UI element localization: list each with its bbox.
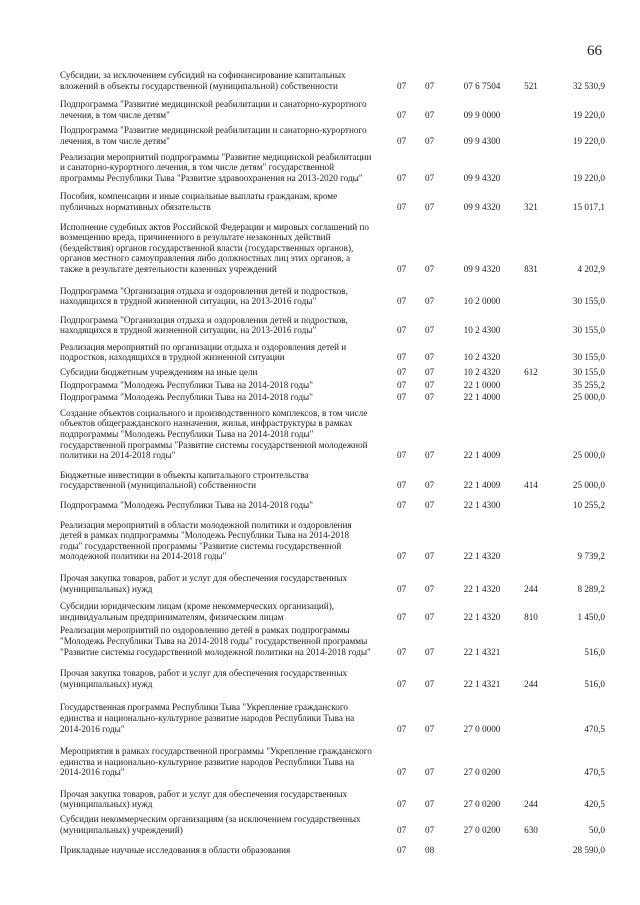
table-row [60, 702, 605, 734]
table-row [60, 70, 605, 91]
row-amount: 8 289,2 [577, 583, 605, 594]
row-name: Создание объектов социального и производственного комплексов, в том числе объектов общегражданского назначения, жилья, инфраструктуры в рамках подпрограммы "Молодежь Республики Тыва на 2014-2018 годы" государственной программы "Развитие системы государственной молодежной политики на 2014-2018 годы" [60, 407, 368, 461]
row-name: Подпрограмма "Развитие медицинской реабилитации и санаторно-курортного лечения, в том числе детям" [60, 99, 367, 120]
row-amount: 10 255,2 [572, 500, 605, 510]
row-name: Прочая закупка товаров, работ и услуг для обеспечения государственных (муниципальных) нужд [60, 668, 348, 689]
row-amount: 1 450,0 [577, 611, 605, 622]
row-target-article: 09 9 4300 [463, 135, 501, 146]
table-row [60, 789, 605, 810]
row-amount: 28 590,0 [572, 845, 605, 856]
row-amount: 30 155,0 [572, 352, 605, 363]
row-section-code: 07 [397, 611, 407, 622]
table-row [60, 408, 605, 461]
row-amount: 30 155,0 [572, 325, 605, 336]
row-expense-type: 612 [524, 367, 538, 378]
row-amount: 19 220,0 [572, 109, 605, 120]
table-row [60, 99, 605, 120]
row-expense-type: 521 [524, 80, 538, 91]
row-name: Подпрограмма "Молодежь Республики Тыва на 2014-2018 годы" [60, 500, 313, 510]
row-name: Бюджетные инвестиции в объекты капитального строительства государственной (муниципальной) собственности [60, 469, 309, 491]
row-target-article: 22 1 4300 [463, 500, 501, 510]
table-row [60, 814, 605, 835]
row-subsection-code: 08 [425, 845, 435, 856]
row-name: Прочая закупка товаров, работ и услуг для обеспечения государственных (муниципальных) нужд [60, 788, 348, 810]
table-row [60, 342, 605, 363]
row-name: Прочая закупка товаров, работ и услуг для обеспечения государственных (муниципальных) нужд [60, 572, 348, 594]
row-target-article: 07 6 7504 [463, 80, 501, 91]
row-amount: 32 530,9 [572, 80, 605, 91]
row-target-article: 09 9 4320 [463, 201, 501, 212]
row-target-article: 22 1 4320 [463, 583, 501, 594]
row-subsection-code: 07 [425, 367, 435, 378]
row-target-article: 27 0 0200 [463, 824, 501, 835]
row-subsection-code: 07 [425, 611, 435, 622]
row-section-code: 07 [397, 450, 407, 461]
row-subsection-code: 07 [425, 583, 435, 594]
table-row [60, 601, 605, 622]
row-name: Субсидии бюджетным учреждениям на иные цели [60, 367, 258, 378]
table-row [60, 746, 605, 778]
budget-table [60, 70, 605, 856]
row-subsection-code: 07 [425, 296, 435, 307]
table-row [60, 222, 605, 275]
row-section-code: 07 [397, 201, 407, 212]
row-name: Реализация мероприятий по организации отдыха и оздоровления детей и подростков, находящихся в трудной жизненной ситуации [60, 341, 347, 363]
row-section-code: 07 [397, 646, 407, 657]
row-target-article: 22 1 4321 [463, 678, 501, 689]
row-section-code: 07 [397, 583, 407, 594]
row-subsection-code: 07 [425, 80, 435, 91]
row-subsection-code: 07 [425, 500, 435, 510]
page-number: 66 [587, 43, 602, 59]
row-target-article: 22 1 4320 [463, 611, 501, 622]
row-section-code: 07 [397, 296, 407, 307]
row-subsection-code: 07 [425, 172, 435, 183]
row-subsection-code: 07 [425, 201, 435, 212]
row-target-article: 09 9 4320 [463, 172, 501, 183]
row-name: Прикладные научные исследования в области образования [60, 845, 291, 856]
table-row [60, 286, 605, 307]
row-section-code: 07 [397, 551, 407, 562]
table-row [60, 392, 605, 403]
row-section-code: 07 [397, 135, 407, 146]
row-name: Субсидии некоммерческим организациям (за исключением государственных (муниципальных) учреждений) [60, 814, 361, 835]
row-amount: 516,0 [584, 678, 605, 689]
row-amount: 15 017,1 [572, 201, 605, 212]
table-row [60, 367, 605, 378]
row-section-code: 07 [397, 500, 407, 510]
table-row [60, 573, 605, 594]
table-row [60, 500, 605, 511]
row-expense-type: 414 [524, 480, 538, 491]
row-target-article: 10 2 4320 [463, 352, 501, 363]
row-name: Мероприятия в рамках государственной программы "Укрепление гражданского единства и национально-культурное развитие народов Республики Тыва на 2014-2016 годы" [60, 746, 372, 778]
row-name: Субсидии, за исключением субсидий на софинансирование капитальных вложений в объекты государственной (муниципальной) собственности [60, 70, 346, 91]
table-row [60, 520, 605, 562]
row-expense-type: 244 [524, 678, 538, 689]
row-name: Подпрограмма "Развитие медицинской реабилитации и санаторно-курортного лечения, в том числе детям" [60, 125, 367, 146]
row-section-code: 07 [397, 172, 407, 183]
row-name: Реализация мероприятий в области молодежной политики и оздоровления детей в рамках подпрограммы "Молодежь Республики Тыва на 2014-2018 годы" государственной программы "Развитие системы государственной молодежной политики на 2014-2018 годы" [60, 519, 352, 562]
row-subsection-code: 07 [425, 799, 435, 810]
row-name: Государственная программа Республики Тыва "Укрепление гражданского единства и национально-культурное развитие народов Республики Тыва на 2014-2016 годы" [60, 702, 355, 734]
table-row [60, 152, 605, 184]
row-name: Исполнение судебных актов Российской Федерации и мировых соглашений по возмещению вреда, причиненного в результате незаконных действий (бездействия) органов государственной власти (государственных органов), органов местного самоуправления либо должностных лиц этих органов, а также в результате деятельности казенных учреждений [60, 221, 369, 274]
row-target-article: 22 1 4321 [463, 646, 501, 657]
row-target-article: 10 2 4300 [463, 325, 501, 336]
row-amount: 19 220,0 [572, 135, 605, 146]
row-section-code: 07 [397, 263, 407, 274]
row-name: Подпрограмма "Молодежь Республики Тыва на 2014-2018 годы" [60, 392, 313, 403]
row-section-code: 07 [397, 723, 407, 734]
row-target-article: 27 0 0200 [463, 799, 501, 810]
row-subsection-code: 07 [425, 646, 435, 657]
row-amount: 30 155,0 [572, 367, 605, 378]
row-name: Подпрограмма "Организация отдыха и оздоровления детей и подростков, находящихся в трудной жизненной ситуации, на 2013-2016 годы" [60, 285, 348, 307]
row-section-code: 07 [397, 767, 407, 778]
row-target-article: 22 1 4009 [463, 480, 501, 491]
row-name: Подпрограмма "Организация отдыха и оздоровления детей и подростков, находящихся в трудной жизненной ситуации, на 2013-2016 годы" [60, 314, 348, 336]
row-subsection-code: 07 [425, 767, 435, 778]
row-section-code: 07 [397, 799, 407, 810]
row-amount: 19 220,0 [572, 172, 605, 183]
row-amount: 25 000,0 [572, 450, 605, 461]
row-amount: 470,5 [584, 723, 605, 734]
row-expense-type: 321 [524, 201, 538, 212]
row-section-code: 07 [397, 379, 407, 390]
row-target-article: 27 0 0000 [463, 723, 501, 734]
row-target-article: 22 1 4009 [463, 450, 501, 461]
row-section-code: 07 [397, 392, 407, 403]
row-amount: 470,5 [584, 767, 605, 778]
row-section-code: 07 [397, 80, 407, 91]
row-amount: 9 739,2 [577, 551, 605, 562]
row-expense-type: 630 [524, 824, 538, 835]
row-amount: 25 000,0 [572, 392, 605, 403]
table-row [60, 191, 605, 212]
row-subsection-code: 07 [425, 379, 435, 390]
row-subsection-code: 07 [425, 392, 435, 403]
row-section-code: 07 [397, 845, 407, 856]
table-row [60, 470, 605, 491]
row-name: Субсидии юридическим лицам (кроме некоммерческих организаций), индивидуальным предпринимателям, физическим лицам [60, 601, 335, 622]
row-name: Реализация мероприятий по оздоровлению детей в рамках подпрограммы "Молодежь Республики Тыва на 2014-2018 годы" государственной программы "Развитие системы государственной молодежной политики на 2014-2018 годы" [60, 625, 371, 657]
row-section-code: 07 [397, 367, 407, 378]
row-target-article: 22 1 4000 [463, 392, 501, 403]
row-amount: 420,5 [584, 799, 605, 810]
row-section-code: 07 [397, 824, 407, 835]
row-target-article: 10 2 4320 [463, 367, 501, 378]
row-subsection-code: 07 [425, 678, 435, 689]
row-amount: 30 155,0 [572, 296, 605, 307]
row-section-code: 07 [397, 109, 407, 120]
table-row [60, 380, 605, 391]
row-expense-type: 831 [524, 263, 538, 274]
row-subsection-code: 07 [425, 480, 435, 491]
row-amount: 25 000,0 [572, 480, 605, 491]
row-subsection-code: 07 [425, 723, 435, 734]
row-amount: 50,0 [588, 824, 605, 835]
table-row [60, 845, 605, 856]
row-subsection-code: 07 [425, 450, 435, 461]
row-section-code: 07 [397, 678, 407, 689]
row-name: Реализация мероприятий подпрограммы "Развитие медицинской реабилитации и санаторно-курортного лечения, в том числе детям" государственной программы Республики Тыва "Развитие здравоохранения на 2013-2020 годы" [60, 151, 372, 183]
row-target-article: 27 0 0200 [463, 767, 501, 778]
row-subsection-code: 07 [425, 325, 435, 336]
row-subsection-code: 07 [425, 352, 435, 363]
table-row [60, 125, 605, 146]
row-expense-type: 244 [524, 799, 538, 810]
row-subsection-code: 07 [425, 109, 435, 120]
row-target-article: 09 9 0000 [463, 109, 501, 120]
row-amount: 516,0 [584, 646, 605, 657]
row-target-article: 10 2 0000 [463, 296, 501, 307]
row-subsection-code: 07 [425, 135, 435, 146]
row-name: Пособия, компенсации и иные социальные выплаты гражданам, кроме публичных нормативных обязательств [60, 191, 338, 212]
row-subsection-code: 07 [425, 551, 435, 562]
row-subsection-code: 07 [425, 263, 435, 274]
row-section-code: 07 [397, 480, 407, 491]
row-amount: 4 202,9 [577, 263, 605, 274]
row-name: Подпрограмма "Молодежь Республики Тыва на 2014-2018 годы" [60, 379, 313, 390]
row-section-code: 07 [397, 352, 407, 363]
table-row [60, 668, 605, 689]
row-expense-type: 244 [524, 583, 538, 594]
table-row [60, 315, 605, 336]
row-target-article: 09 9 4320 [463, 263, 501, 274]
row-expense-type: 810 [524, 611, 538, 622]
row-amount: 35 255,2 [572, 379, 605, 390]
table-row [60, 625, 605, 657]
row-target-article: 22 1 4320 [463, 551, 501, 562]
row-target-article: 22 1 0000 [463, 379, 501, 390]
row-subsection-code: 07 [425, 824, 435, 835]
row-section-code: 07 [397, 325, 407, 336]
